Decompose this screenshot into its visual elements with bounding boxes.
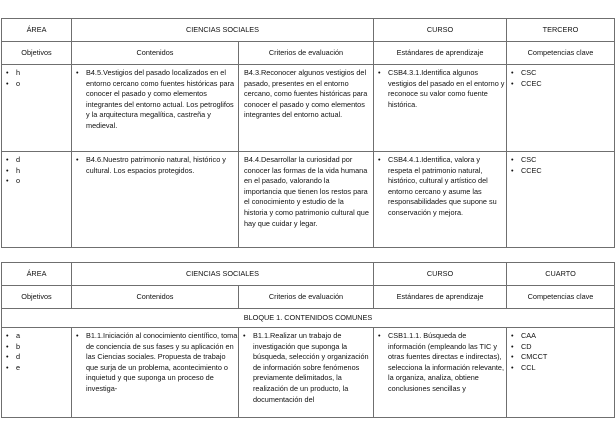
contenidos-cell	[72, 65, 239, 152]
competencias-cell	[507, 328, 615, 418]
contenidos-cell	[72, 152, 239, 248]
list-item: • CSC	[511, 68, 614, 79]
list-item: • B1.1.Iniciación al conocimiento científico, toma de conciencia de sus fases y su aplicación en las Ciencias sociales. Propuesta de trabajo que surja de un problema, acontecimiento o inquietud y que suponga un proceso de investiga-	[76, 331, 238, 395]
estandares-cell	[374, 65, 507, 152]
list-item: • d	[6, 352, 71, 363]
curriculum-table-tercero	[1, 18, 615, 248]
column-header-contenidos: Contenidos	[72, 286, 239, 309]
subject-title: CIENCIAS SOCIALES	[72, 19, 374, 42]
table-header-row	[2, 263, 615, 286]
list-item: • d	[6, 155, 71, 166]
criterios-cell	[239, 65, 374, 152]
list-item: • CCEC	[511, 166, 614, 177]
column-header-competencias: Competencias clave	[507, 42, 615, 65]
list-item: • CCL	[511, 363, 614, 374]
list-item: • B4.5.Vestigios del pasado localizados en el entorno cercano como fuentes históricas para conocer el pasado y como elementos integrantes del entorno actual. Los petroglifos y la arquitectura megalítica, castreña y medieval.	[76, 68, 238, 132]
column-header-estandares: Estándares de aprendizaje	[374, 286, 507, 309]
curriculum-table-cuarto	[1, 262, 615, 418]
column-header-estandares: Estándares de aprendizaje	[374, 42, 507, 65]
list-item: • b	[6, 342, 71, 353]
column-header-criterios: Criterios de evaluación	[239, 42, 374, 65]
column-header-row	[2, 42, 615, 65]
area-label: ÁREA	[2, 19, 72, 42]
column-header-competencias: Competencias clave	[507, 286, 615, 309]
table-row	[2, 328, 615, 418]
list-item: • a	[6, 331, 71, 342]
table-header-row	[2, 19, 615, 42]
list-item: • CSC	[511, 155, 614, 166]
subject-title: CIENCIAS SOCIALES	[72, 263, 374, 286]
list-item: • CD	[511, 342, 614, 353]
list-item: • CSB1.1.1. Búsqueda de información (empleando las TIC y otras fuentes directas e indirectas), selecciona la información relevante, la organiza, analiza, obtiene conclusiones sencillas y	[378, 331, 506, 395]
column-header-contenidos: Contenidos	[72, 42, 239, 65]
criterios-cell	[239, 152, 374, 248]
list-item: • o	[6, 79, 71, 90]
block-header-row	[2, 309, 615, 328]
objetivos-cell	[2, 65, 72, 152]
block-title: BLOQUE 1. CONTENIDOS COMUNES	[2, 309, 615, 328]
list-item: • CCEC	[511, 79, 614, 90]
table-row	[2, 65, 615, 152]
list-item: • B4.6.Nuestro patrimonio natural, histórico y cultural. Los espacios protegidos.	[76, 155, 238, 176]
criterio-text: B4.4.Desarrollar la curiosidad por conocer las formas de la vida humana en el pasado, valorando la importancia que tienen los restos para el conocimiento y estudio de la historia y como patrimonio cultural que hay que cuidar y legar.	[244, 155, 369, 228]
objetivos-cell	[2, 328, 72, 418]
competencias-cell	[507, 65, 615, 152]
course-level: CUARTO	[507, 263, 615, 286]
list-item: • o	[6, 176, 71, 187]
list-item: • h	[6, 166, 71, 177]
list-item: • CMCCT	[511, 352, 614, 363]
column-header-row	[2, 286, 615, 309]
list-item: • CAA	[511, 331, 614, 342]
estandares-cell	[374, 152, 507, 248]
list-item: • h	[6, 68, 71, 79]
column-header-objetivos: Objetivos	[2, 286, 72, 309]
estandares-cell	[374, 328, 507, 418]
curso-label: CURSO	[374, 263, 507, 286]
list-item: • CSB4.3.1.Identifica algunos vestigios del pasado en el entorno y reconoce su valor como fuente histórica.	[378, 68, 506, 110]
list-item: • CSB4.4.1.Identifica, valora y respeta el patrimonio natural, histórico, cultural y artístico del entorno cercano y asume las responsabilidades que supone su conservación y mejora.	[378, 155, 506, 219]
contenidos-cell	[72, 328, 239, 418]
criterios-cell	[239, 328, 374, 418]
course-level: TERCERO	[507, 19, 615, 42]
area-label: ÁREA	[2, 263, 72, 286]
curso-label: CURSO	[374, 19, 507, 42]
list-item: • B1.1.Realizar un trabajo de investigación que suponga la búsqueda, selección y organización de información sobre fenómenos previamente delimitados, la realización de un producto, la documentación del	[243, 331, 373, 405]
competencias-cell	[507, 152, 615, 248]
list-item: • e	[6, 363, 71, 374]
column-header-criterios: Criterios de evaluación	[239, 286, 374, 309]
criterio-text: B4.3.Reconocer algunos vestigios del pasado, presentes en el entorno cercano, como fuentes históricas para conocer el pasado y como elementos integrantes del entorno actual.	[244, 68, 368, 120]
table-row	[2, 152, 615, 248]
objetivos-cell	[2, 152, 72, 248]
column-header-objetivos: Objetivos	[2, 42, 72, 65]
